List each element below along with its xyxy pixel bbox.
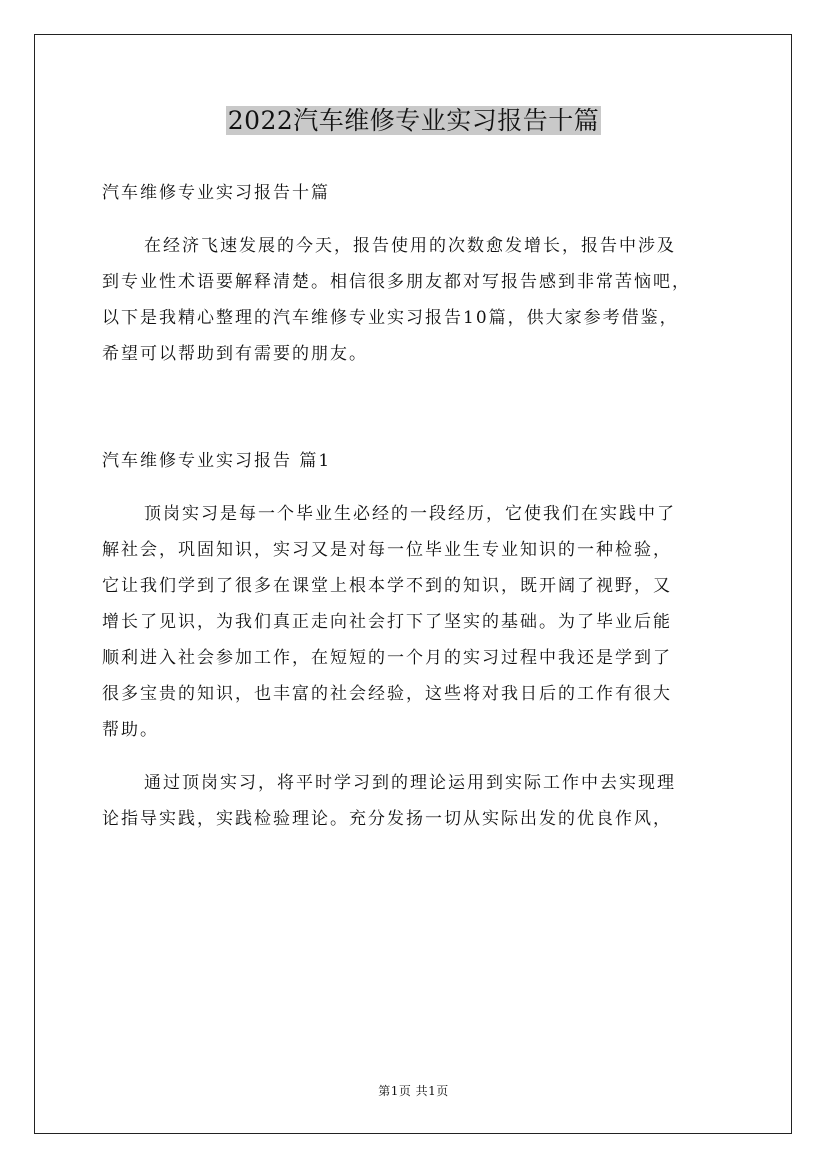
body-paragraph-1 [102,496,730,748]
section-heading: 汽车维修专业实习报告 篇1 [102,451,332,471]
paragraph-line: 顺利进入社会参加工作，在短短的一个月的实习过程中我还是学到了 [102,648,672,668]
document-title-text: 2022汽车维修专业实习报告十篇 [227,106,600,135]
paragraph-line: 论指导实践，实践检验理论。充分发扬一切从实际出发的优良作风， [102,809,672,829]
paragraph-line: 很多宝贵的知识，也丰富的社会经验，这些将对我日后的工作有很大 [102,684,672,704]
body-paragraph-2 [102,765,730,837]
document-subtitle: 汽车维修专业实习报告十篇 [102,183,330,203]
paragraph-line: 帮助。 [102,720,159,740]
paragraph-line: 通过顶岗实习，将平时学习到的理论运用到实际工作中去实现理 [144,773,676,793]
intro-paragraph [102,228,730,372]
intro-line: 希望可以帮助到有需要的朋友。 [102,344,368,364]
paragraph-line: 顶岗实习是每一个毕业生必经的一段经历，它使我们在实践中了 [144,504,676,524]
paragraph-line: 它让我们学到了很多在课堂上根本学不到的知识，既开阔了视野，又 [102,576,672,596]
intro-line: 在经济飞速发展的今天，报告使用的次数愈发增长，报告中涉及 [144,236,676,256]
document-title [0,102,827,140]
paragraph-line: 增长了见识，为我们真正走向社会打下了坚实的基础。为了毕业后能 [102,612,672,632]
document-body [102,175,730,837]
intro-line: 以下是我精心整理的汽车维修专业实习报告10篇，供大家参考借鉴， [102,308,679,328]
page-number-footer: 第1页 共1页 [378,1084,449,1098]
intro-line: 到专业性术语要解释清楚。相信很多朋友都对写报告感到非常苦恼吧， [102,272,691,292]
paragraph-line: 解社会，巩固知识，实习又是对每一位毕业生专业知识的一种检验， [102,540,672,560]
